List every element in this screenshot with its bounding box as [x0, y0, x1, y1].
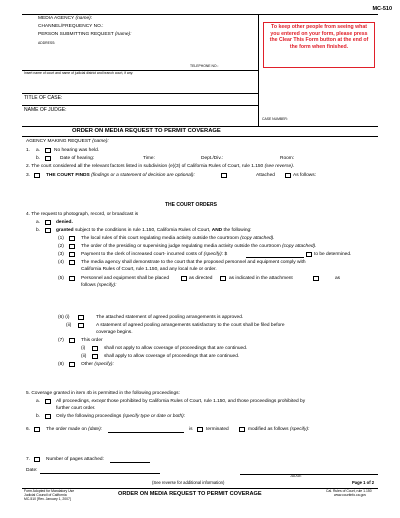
media-agency-text: MEDIA AGENCY	[38, 16, 75, 21]
cond1-text	[81, 236, 275, 242]
cond1-checkbox[interactable]	[69, 236, 75, 241]
cond1-main: The local rules of this court regulating media activity outside the courtroom	[81, 236, 239, 241]
item5-a-except: except	[91, 399, 106, 404]
item6-hint: (date):	[88, 427, 103, 432]
modified-main: modified as follows	[248, 427, 289, 432]
item1-b-letter: b.	[36, 156, 41, 161]
only-following-checkbox[interactable]	[45, 414, 51, 419]
date-label: Date:	[26, 468, 38, 473]
granted-checkbox[interactable]	[45, 228, 51, 233]
terminated-label: terminated	[206, 427, 229, 432]
cond3-main: Payment to the clerk of increased court- incurred costs of	[81, 252, 203, 257]
footer-left3: MC-510 [Rev. January 1, 2007]	[24, 497, 71, 501]
footer-title: ORDER ON MEDIA REQUEST TO PERMIT COVERAGE	[118, 491, 262, 497]
agency-hint: (name):	[92, 139, 109, 144]
cond5-num: (5)	[58, 276, 64, 281]
item5-b-letter: b.	[36, 414, 41, 419]
cond5-attachment-checkbox[interactable]	[220, 276, 226, 281]
privacy-notice	[263, 22, 375, 68]
person-submitting-text: PERSON SUBMITTING REQUEST	[38, 32, 114, 37]
item6-main: The order made on	[46, 427, 87, 432]
page-title: ORDER ON MEDIA REQUEST TO PERMIT COVERAGE	[72, 128, 221, 134]
item5-b-main: Only the following proceedings	[56, 414, 122, 419]
cond4-text: The media agency shall demonstrate to the court that the proposed personnel and equipment comply with	[81, 260, 306, 265]
footer-right2: www.courtinfo.ca.gov	[334, 493, 367, 497]
item2-tail: (see reverse).	[264, 164, 295, 169]
item6-num: 6.	[26, 427, 31, 432]
person-submitting-hint: (name):	[114, 32, 132, 37]
modified-label	[248, 427, 309, 433]
court-finds-bold: THE COURT FINDS	[46, 173, 90, 178]
granted-label	[56, 228, 252, 234]
date-of-hearing-checkbox[interactable]	[45, 156, 51, 161]
date-field[interactable]	[40, 473, 160, 474]
item5-b-text	[56, 414, 185, 420]
cond5-directed-checkbox[interactable]	[181, 276, 187, 281]
agency-label	[26, 139, 109, 145]
cond5-follows	[81, 283, 116, 289]
item6-text	[46, 427, 102, 433]
court-orders-heading: THE COURT ORDERS	[165, 202, 217, 208]
cond1-hint: (copy attached).	[240, 236, 275, 241]
item1-a-letter: a.	[36, 148, 41, 153]
cond2-text	[81, 244, 316, 250]
cond5-as: as	[335, 276, 341, 281]
granted-tail: the following:	[223, 228, 252, 233]
privacy-notice-text: To keep other people from seeing what you entered on your form, please press the Clear This Form button at the end of the form when finished.	[269, 24, 369, 50]
granted-and: AND	[211, 228, 223, 233]
cond8-hint: (specify):	[94, 362, 114, 367]
item7-text: Number of pages attached:	[46, 457, 104, 462]
granted-text: subject to the conditions in rule 1.150, California Rules of Court,	[74, 228, 211, 233]
cond3-dollar: $	[224, 252, 228, 257]
media-agency-label	[38, 16, 92, 22]
agency-text: AGENCY MAKING REQUEST	[26, 139, 91, 144]
cond3-checkbox[interactable]	[69, 252, 75, 257]
cond7-num: (7)	[58, 338, 64, 343]
cond7-checkbox[interactable]	[69, 338, 75, 343]
item4-b-letter: b.	[36, 228, 41, 233]
cond5-text: Personnel and equipment shall be placed	[81, 276, 170, 281]
findings-attached-label: Attached	[256, 173, 275, 178]
form-number: MC-510	[372, 6, 392, 12]
modified-checkbox[interactable]	[239, 427, 245, 432]
time-label: Time:	[143, 156, 155, 161]
channel-label: CHANNEL/FREQUENCY NO.:	[38, 24, 104, 29]
cond6-ii-text: A statement of agreed pooling arrangements satisfactory to the court shall be filed before	[96, 323, 285, 328]
item5-a-text3: further court order.	[56, 406, 96, 411]
footer-left1: Form Adopted for Mandatory Use	[24, 489, 75, 493]
cond4-checkbox[interactable]	[69, 260, 75, 265]
cond7-i-checkbox[interactable]	[92, 346, 98, 351]
cond2-num: (2)	[58, 244, 64, 249]
cond3-text	[81, 252, 227, 258]
title-of-case-label: TITLE OF CASE:	[24, 95, 63, 101]
findings-as-follows-label: As follows:	[293, 173, 316, 178]
court-instruction: Insert name of court and name of judicial district and branch court, if any:	[24, 71, 134, 75]
cond3-hint: (specify):	[203, 252, 224, 257]
cond8-checkbox[interactable]	[69, 362, 75, 367]
cond3-tail: to be determined.	[314, 252, 352, 257]
denied-label: denied.	[56, 220, 73, 225]
cond6-num: (6) (i)	[58, 315, 70, 320]
item5-a-letter: a.	[36, 399, 41, 404]
cond6-i-text: The attached statement of agreed pooling arrangements is approved.	[96, 315, 244, 320]
item1-a-text: No hearing was held.	[54, 148, 100, 153]
cond2-hint: (copy attached).	[282, 244, 317, 249]
cond3-amount-field[interactable]	[246, 257, 304, 258]
cond5-directed: as directed	[189, 276, 213, 281]
cond5-as-follows-checkbox[interactable]	[313, 276, 319, 281]
cond7-i-text: shall not apply to allow coverage of proceedings that are continued.	[104, 346, 248, 351]
granted-bold: granted	[56, 228, 74, 233]
item7-num: 7.	[26, 457, 31, 462]
cond6-ii-num: (ii)	[66, 323, 72, 328]
item6-is: is	[189, 427, 193, 432]
no-hearing-checkbox[interactable]	[45, 148, 51, 153]
case-number-label: CASE NUMBER:	[262, 117, 288, 121]
item5-a-main: All proceedings,	[56, 399, 91, 404]
footer-left2: Judicial Council of California	[24, 493, 67, 497]
pages-attached-checkbox[interactable]	[34, 457, 40, 462]
all-proceedings-checkbox[interactable]	[45, 399, 51, 404]
pages-attached-field[interactable]	[110, 462, 150, 463]
item5-intro: 5. Coverage granted in item 4b is permitted in the following proceedings:	[26, 391, 180, 396]
person-submitting-label	[38, 32, 131, 38]
name-of-judge-label: NAME OF JUDGE:	[24, 107, 67, 113]
cond4-text2: California Rules of Court, rule 1.150, and any local rule or order.	[81, 267, 217, 272]
cond3-tbd-checkbox[interactable]	[306, 252, 312, 257]
item5-a-rest: those prohibited by California Rules of Court, rule 1.150, and those proceedings prohibited by	[106, 399, 306, 404]
cond1-num: (1)	[58, 236, 64, 241]
cond7-ii-checkbox[interactable]	[92, 354, 98, 359]
reverse-note: (See reverse for additional information)	[152, 480, 225, 485]
cond4-num: (4)	[58, 260, 64, 265]
cond5-hint: (specify):	[97, 283, 117, 288]
cond7-text: This order	[81, 338, 103, 343]
item2-main: 2. The court considered all the relevant factors listed in subdivision (e)(3) of California Rules of Court, rule 1.150	[26, 164, 264, 169]
cond5-checkbox[interactable]	[69, 276, 75, 281]
item1-num: 1.	[26, 148, 31, 153]
cond7-ii-num: (ii)	[81, 354, 87, 359]
judge-signature-field[interactable]	[240, 474, 378, 475]
court-finds-checkbox[interactable]	[34, 173, 40, 178]
room-label: Room:	[280, 156, 295, 161]
item2-text	[26, 164, 294, 170]
dept-label: Dept./Div.:	[201, 156, 224, 161]
footer-right1: Cal. Rules of Court, rule 1.150	[326, 489, 372, 493]
item6-date-field[interactable]	[108, 432, 184, 433]
court-finds-hint: (findings or a statement of decision are optional):	[91, 173, 195, 178]
cond2-checkbox[interactable]	[69, 244, 75, 249]
modified-hint: (specify):	[289, 427, 310, 432]
page-number: Page 1 of 2	[352, 480, 375, 485]
telephone-label: TELEPHONE NO.:	[190, 64, 219, 68]
cond2-main: The order of the presiding or supervising judge regulating media activity outside the courtroom	[81, 244, 281, 249]
cond6-ii-checkbox[interactable]	[78, 323, 84, 328]
findings-as-follows-checkbox[interactable]	[285, 173, 291, 178]
cond7-ii-text: shall apply to allow coverage of proceedings that are continued.	[104, 354, 240, 359]
cond8-num: (8)	[58, 362, 64, 367]
terminated-checkbox[interactable]	[197, 427, 203, 432]
cond3-num: (3)	[58, 252, 64, 257]
item6-checkbox[interactable]	[34, 427, 40, 432]
judge-label: JUDGE	[290, 474, 302, 478]
cond5-attachment: as indicated in the attachment	[229, 276, 293, 281]
cond6-i-checkbox[interactable]	[78, 315, 84, 320]
item4-a-letter: a.	[36, 220, 41, 225]
item5-a-text	[56, 399, 305, 405]
item5-b-hint: (specify type or date or both):	[122, 414, 186, 419]
denied-checkbox[interactable]	[45, 220, 51, 225]
cond8-text	[81, 362, 114, 368]
findings-attached-checkbox[interactable]	[221, 173, 227, 178]
date-of-hearing-label: Date of hearing:	[60, 156, 95, 161]
item3-num: 3.	[26, 173, 31, 178]
item4-intro: 4. The request to photograph, record, or broadcast is	[26, 212, 139, 217]
cond5-follows-word: follows	[81, 283, 96, 288]
address-label: ADDRESS:	[38, 41, 56, 45]
cond7-i-num: (i)	[81, 346, 86, 351]
cond6-ii-text2: coverage begins.	[96, 330, 133, 335]
cond8-word: Other	[81, 362, 93, 367]
court-finds-label	[46, 173, 195, 179]
media-agency-hint: (name):	[75, 16, 93, 21]
